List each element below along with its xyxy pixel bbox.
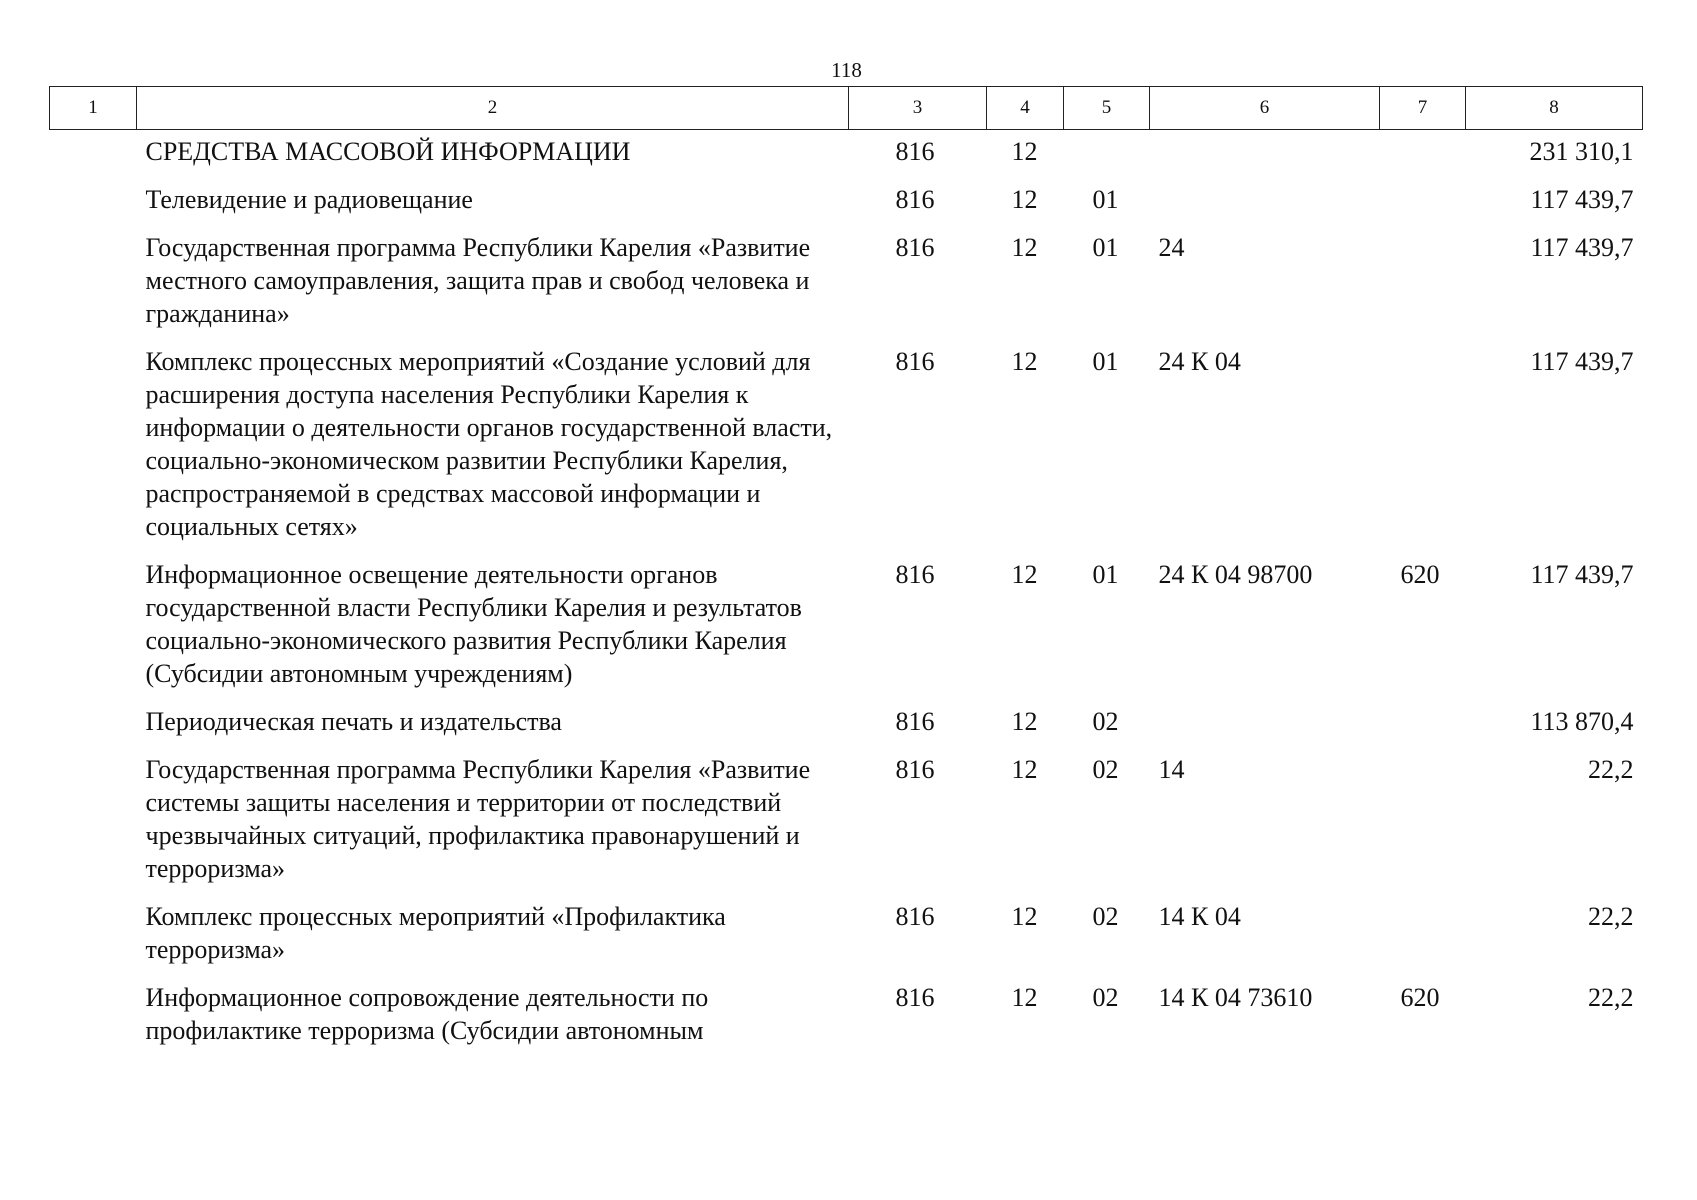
amount-cell: 22,2 (1588, 983, 1634, 1012)
amount-cell: 117 439,7 (1530, 233, 1634, 262)
expense-type-cell (1380, 339, 1466, 552)
header-col-7: 7 (1380, 87, 1466, 130)
expense-type-cell (1380, 177, 1466, 225)
table-row (50, 894, 1643, 975)
row-number-cell (50, 552, 137, 699)
ministry-code-cell: 816 (895, 755, 935, 784)
target-article-cell (1150, 177, 1380, 225)
subsection-code-cell: 02 (1092, 707, 1119, 736)
table-row (50, 747, 1643, 894)
target-article-cell: 14 К 04 (1158, 902, 1241, 931)
subsection-code-cell: 01 (1092, 233, 1119, 262)
subsection-code-cell: 01 (1092, 347, 1119, 376)
header-col-4: 4 (987, 87, 1064, 130)
header-col-3: 3 (849, 87, 987, 130)
row-name-cell: Информационное освещение деятельности органов государственной власти Республики Карелия и результатов социально-экономического развития Республики Карелия (Субсидии автономным учреждениям) (145, 560, 802, 688)
target-article-cell (1150, 130, 1380, 178)
section-code-cell: 12 (1011, 707, 1038, 736)
table-row (50, 339, 1643, 552)
section-code-cell: 12 (1011, 755, 1038, 784)
table-header (50, 87, 1643, 130)
ministry-code-cell: 816 (895, 983, 935, 1012)
page-number-text: 118 (831, 58, 862, 82)
section-code-cell: 12 (1011, 347, 1038, 376)
section-code-cell: 12 (1011, 185, 1038, 214)
page-number (0, 58, 1697, 82)
header-col-6: 6 (1150, 87, 1380, 130)
header-row (50, 87, 1643, 130)
ministry-code-cell: 816 (895, 707, 935, 736)
amount-cell: 113 870,4 (1530, 707, 1634, 736)
amount-cell: 22,2 (1588, 755, 1634, 784)
table-row (50, 552, 1643, 699)
target-article-cell: 24 К 04 (1158, 347, 1241, 376)
subsection-code-cell: 01 (1092, 185, 1119, 214)
target-article-cell (1150, 699, 1380, 747)
amount-cell: 231 310,1 (1529, 137, 1634, 166)
row-name-cell: Государственная программа Республики Карелия «Развитие системы защиты населения и территории от последствий чрезвычайных ситуаций, профилактика правонарушений и терроризма» (145, 755, 811, 883)
target-article-cell: 24 К 04 98700 (1158, 560, 1313, 589)
section-code-cell: 12 (1011, 137, 1038, 166)
row-number-cell (50, 130, 137, 178)
target-article-cell: 24 (1158, 233, 1185, 262)
expense-type-cell: 620 (1400, 983, 1440, 1012)
amount-cell: 117 439,7 (1530, 347, 1634, 376)
target-article-cell: 14 К 04 73610 (1158, 983, 1313, 1012)
row-number-cell (50, 339, 137, 552)
table-row (50, 130, 1643, 178)
subsection-code-cell: 02 (1092, 983, 1119, 1012)
row-name-cell: Государственная программа Республики Карелия «Развитие местного самоуправления, защита прав и свобод человека и гражданина» (145, 233, 811, 328)
section-code-cell: 12 (1011, 233, 1038, 262)
table-row (50, 699, 1643, 747)
ministry-code-cell: 816 (895, 137, 935, 166)
budget-table (49, 86, 1643, 1056)
row-number-cell (50, 699, 137, 747)
header-col-2: 2 (137, 87, 849, 130)
subsection-code-cell: 02 (1092, 755, 1119, 784)
row-number-cell (50, 225, 137, 339)
expense-type-cell (1380, 225, 1466, 339)
table-body (50, 130, 1643, 1057)
subsection-code-cell: 01 (1092, 560, 1119, 589)
section-code-cell: 12 (1011, 983, 1038, 1012)
row-number-cell (50, 894, 137, 975)
subsection-code-cell (1064, 130, 1150, 178)
ministry-code-cell: 816 (895, 347, 935, 376)
row-name-cell: Информационное сопровождение деятельности по профилактике терроризма (Субсидии автономным (145, 983, 709, 1045)
table-row (50, 177, 1643, 225)
header-col-8: 8 (1466, 87, 1643, 130)
ministry-code-cell: 816 (895, 233, 935, 262)
row-name-cell: Телевидение и радиовещание (145, 185, 473, 214)
expense-type-cell (1380, 747, 1466, 894)
amount-cell: 117 439,7 (1530, 185, 1634, 214)
row-name-cell: Комплекс процессных мероприятий «Создание условий для расширения доступа населения Республики Карелия к информации о деятельности органов государственной власти, социально-экономическом развитии Республики Карелия, распространяемой в средствах массовой информации и социальных сетях» (145, 347, 833, 541)
row-number-cell (50, 747, 137, 894)
row-name-cell: Комплекс процессных мероприятий «Профилактика терроризма» (145, 902, 726, 964)
ministry-code-cell: 816 (895, 560, 935, 589)
table-row (50, 225, 1643, 339)
subsection-code-cell: 02 (1092, 902, 1119, 931)
expense-type-cell (1380, 699, 1466, 747)
expense-type-cell: 620 (1400, 560, 1440, 589)
ministry-code-cell: 816 (895, 185, 935, 214)
header-col-1: 1 (50, 87, 137, 130)
table-row (50, 975, 1643, 1056)
row-name-cell: Периодическая печать и издательства (145, 707, 562, 736)
expense-type-cell (1380, 130, 1466, 178)
amount-cell: 22,2 (1588, 902, 1634, 931)
section-code-cell: 12 (1011, 902, 1038, 931)
row-number-cell (50, 177, 137, 225)
row-number-cell (50, 975, 137, 1056)
section-code-cell: 12 (1011, 560, 1038, 589)
expense-type-cell (1380, 894, 1466, 975)
header-col-5: 5 (1064, 87, 1150, 130)
row-name-cell: СРЕДСТВА МАССОВОЙ ИНФОРМАЦИИ (145, 137, 631, 166)
amount-cell: 117 439,7 (1530, 560, 1634, 589)
ministry-code-cell: 816 (895, 902, 935, 931)
target-article-cell: 14 (1158, 755, 1185, 784)
